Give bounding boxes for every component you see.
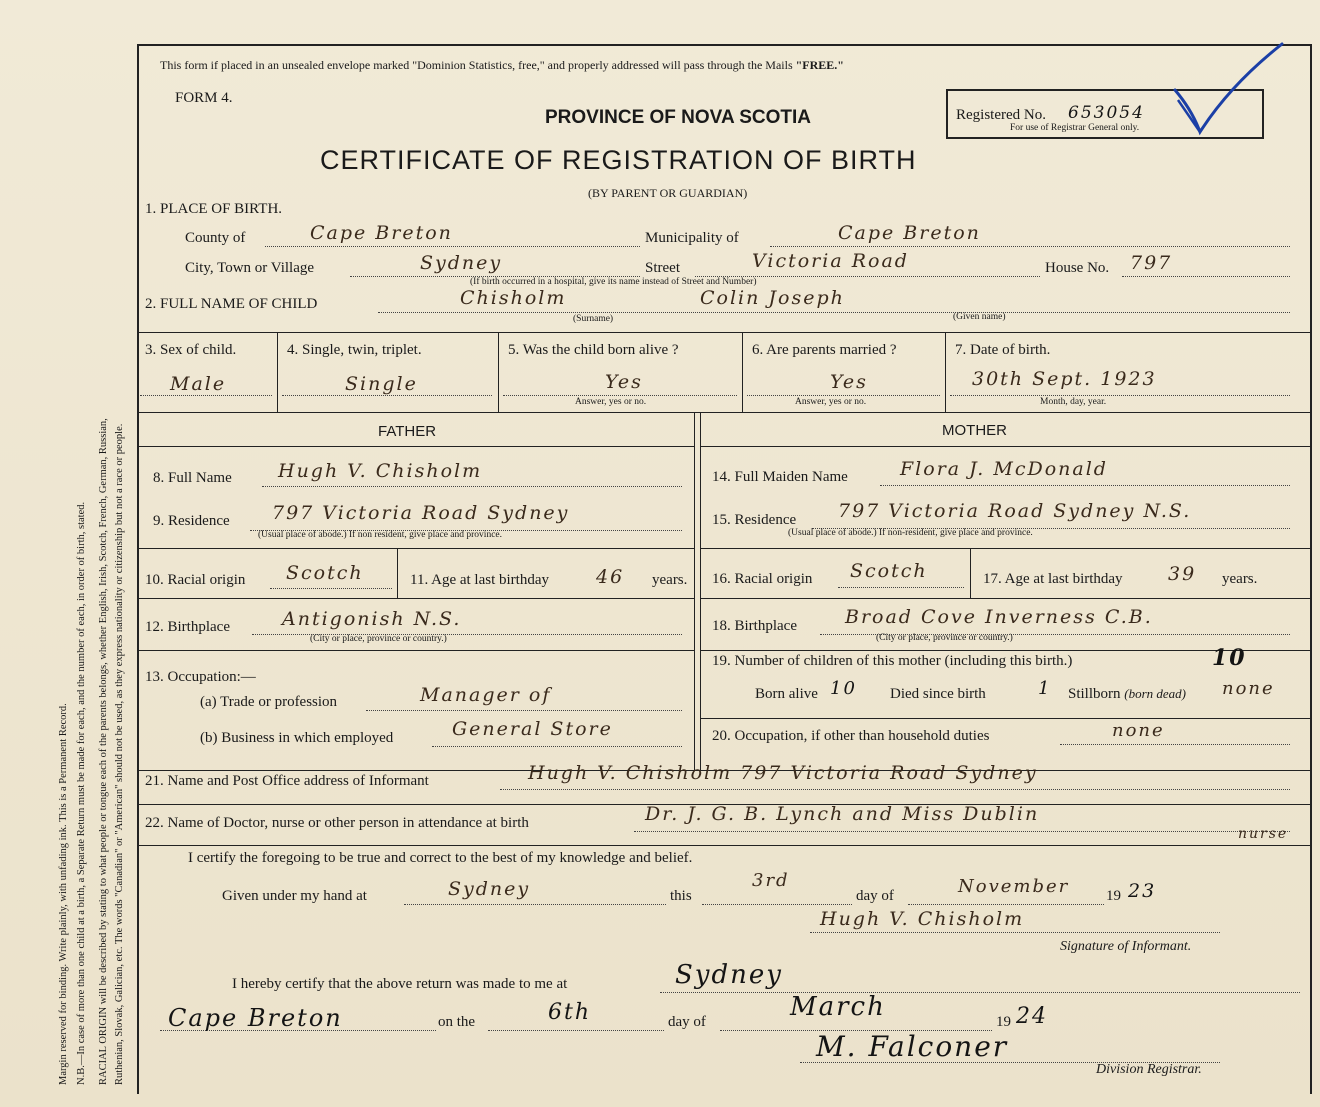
mother-name-label: 14. Full Maiden Name	[712, 469, 848, 485]
child-name-label: 2. FULL NAME OF CHILD	[145, 296, 318, 312]
certify-dayof-label: day of	[856, 888, 894, 904]
certificate-title: CERTIFICATE OF REGISTRATION OF BIRTH	[320, 145, 917, 175]
single-line	[282, 395, 492, 396]
registrar-place2-value: Cape Breton	[168, 1004, 343, 1032]
mother-birthplace-caption: (City or place, province or country.)	[876, 633, 1013, 643]
married-caption: Answer, yes or no.	[795, 397, 867, 407]
father-row10-top	[137, 548, 694, 549]
father-heading-line	[137, 446, 694, 447]
form-left-border	[137, 44, 139, 1094]
parents-divider-right	[700, 412, 701, 770]
father-birthplace-caption: (City or place, province or country.)	[310, 634, 447, 644]
mother-heading-line	[700, 446, 1312, 447]
registered-note: For use of Registrar General only.	[1010, 123, 1140, 133]
certify-top	[137, 845, 1312, 846]
mother-age-unit: years.	[1222, 571, 1258, 587]
date-caption: Month, day, year.	[1040, 397, 1107, 407]
registrar-signature-caption: Division Registrar.	[1096, 1062, 1202, 1077]
mother-row18-top	[700, 598, 1312, 599]
given-label: Given under my hand at	[222, 888, 367, 904]
died-label: Died since birth	[890, 686, 986, 702]
mother-residence-label: 15. Residence	[712, 512, 797, 528]
father-row12-top	[137, 598, 694, 599]
father-row13-top	[137, 650, 694, 651]
row3-divider-2	[498, 332, 499, 412]
mother-racial-value: Scotch	[850, 560, 928, 582]
this-value: 3rd	[752, 870, 790, 891]
father-birthplace-value: Antigonish N.S.	[282, 608, 462, 630]
died-value: 1	[1038, 678, 1052, 699]
father-name-label: 8. Full Name	[153, 470, 232, 486]
registrar-place-line	[660, 992, 1300, 993]
child-given-value: Colin Joseph	[700, 287, 845, 309]
single-value: Single	[345, 373, 418, 395]
row3-divider-3	[742, 332, 743, 412]
alive-label: 5. Was the child born alive ?	[508, 342, 679, 358]
registrar-signature: M. Falconer	[816, 1030, 1009, 1063]
registrar-day-line	[488, 1030, 664, 1031]
margin-note-1: Margin reserved for binding. Write plainly, with unfading ink. This is a Permanent Record.	[58, 703, 69, 1085]
date-line	[950, 395, 1290, 396]
mother-racial-label: 16. Racial origin	[712, 571, 813, 587]
form-number: FORM 4.	[175, 90, 233, 106]
business-line	[432, 746, 682, 747]
margin-note-4: Ruthenian, Slovak, Galician, etc. The words "Canadian" or "American" should not be used, as they express nationality or citizenship but not a race or people.	[114, 423, 125, 1085]
row3-divider-4	[945, 332, 946, 412]
house-label: House No.	[1045, 260, 1110, 276]
father-residence-label: 9. Residence	[153, 513, 230, 529]
father-residence-value: 797 Victoria Road Sydney	[272, 502, 570, 524]
father-birthplace-label: 12. Birthplace	[145, 619, 230, 635]
registrar-month-value: March	[790, 992, 886, 1022]
mother-age-value: 39	[1168, 563, 1197, 585]
child-name-line	[378, 312, 1290, 313]
this-label: this	[670, 888, 692, 904]
trade-value: Manager of	[420, 684, 552, 706]
born-alive-label: Born alive	[755, 686, 818, 702]
registrar-place2-line	[160, 1030, 436, 1031]
registrar-on-label: on the	[438, 1014, 476, 1030]
margin-note-3: RACIAL ORIGIN will be described by stating to what people or tongue each of the parents belongs, whether English, Irish, Scotch, French, German, Russian,	[98, 418, 109, 1085]
mother-row16-top	[700, 548, 1312, 549]
house-line	[1122, 276, 1290, 277]
county-line	[265, 246, 640, 247]
alive-caption: Answer, yes or no.	[575, 397, 647, 407]
mother-occupation-line	[1060, 744, 1290, 745]
certify-statement: I certify the foregoing to be true and correct to the best of my knowledge and belief.	[188, 850, 693, 866]
street-line	[695, 276, 1040, 277]
municipality-line	[770, 246, 1290, 247]
father-age-value: 46	[596, 566, 625, 588]
alive-value: Yes	[605, 371, 643, 393]
county-label: County of	[185, 230, 246, 246]
father-name-line	[262, 486, 682, 487]
registrar-place-value: Sydney	[675, 960, 783, 990]
doctor-value-nurse: nurse	[1238, 826, 1289, 842]
date-label: 7. Date of birth.	[955, 342, 1051, 358]
mother-birthplace-label: 18. Birthplace	[712, 618, 797, 634]
occupation-label: 13. Occupation:—	[145, 669, 256, 685]
parents-divider-left	[694, 412, 695, 770]
checkmark-icon	[1170, 40, 1290, 140]
mother-heading: MOTHER	[942, 422, 1007, 439]
business-label: (b) Business in which employed	[200, 730, 394, 746]
certify-month-value: November	[958, 876, 1070, 897]
born-alive-value: 10	[830, 678, 857, 699]
surname-caption: (Surname)	[573, 314, 614, 324]
mother-name-line	[880, 485, 1290, 486]
city-value: Sydney	[420, 252, 503, 274]
informant-signature-caption: Signature of Informant.	[1060, 939, 1192, 954]
date-value: 30th Sept. 1923	[972, 368, 1157, 390]
province-heading: PROVINCE OF NOVA SCOTIA	[545, 107, 812, 128]
sex-line	[140, 395, 272, 396]
father-heading: FATHER	[378, 423, 437, 440]
house-value: 797	[1130, 252, 1173, 274]
father-racial-value: Scotch	[286, 562, 364, 584]
informant-signature-line	[810, 932, 1220, 933]
mother-occupation-label: 20. Occupation, if other than household duties	[712, 728, 990, 744]
mother-occupation-value: none	[1112, 720, 1165, 741]
certificate-subtitle: (BY PARENT OR GUARDIAN)	[588, 186, 748, 200]
registrar-year-value: 24	[1016, 1004, 1048, 1029]
mother-row20-top	[700, 718, 1312, 719]
municipality-label: Municipality of	[645, 230, 739, 246]
mother-racial-line	[838, 587, 964, 588]
mother-row16-divider	[970, 548, 971, 598]
single-label: 4. Single, twin, triplet.	[287, 342, 422, 358]
children-label: 19. Number of children of this mother (including this birth.)	[712, 653, 1073, 669]
form-right-border	[1310, 44, 1312, 1094]
certify-year-prefix: 19	[1106, 888, 1121, 904]
children-value: 10	[1212, 645, 1247, 671]
father-racial-line	[270, 588, 392, 589]
informant-signature: Hugh V. Chisholm	[820, 908, 1025, 930]
business-value: General Store	[452, 718, 613, 740]
father-age-label: 11. Age at last birthday	[410, 572, 549, 588]
certify-month-line	[908, 904, 1104, 905]
street-value: Victoria Road	[752, 250, 909, 272]
margin-note-2: N.B.—In case of more than one child at a birth, a Separate Return must be made for each, and the number of each, in order of birth, stated.	[76, 501, 87, 1085]
certify-year-value: 23	[1128, 880, 1157, 902]
street-label: Street	[645, 260, 680, 276]
doctor-label: 22. Name of Doctor, nurse or other person in attendance at birth	[145, 815, 529, 831]
city-label: City, Town or Village	[185, 260, 315, 276]
given-value: Sydney	[448, 878, 531, 900]
married-value: Yes	[830, 371, 868, 393]
this-line	[702, 904, 852, 905]
married-label: 6. Are parents married ?	[752, 342, 897, 358]
father-row10-divider	[397, 548, 398, 598]
mother-age-label: 17. Age at last birthday	[983, 571, 1123, 587]
sex-label: 3. Sex of child.	[145, 342, 237, 358]
informant-label: 21. Name and Post Office address of Informant	[145, 773, 429, 789]
stillborn-value: none	[1222, 678, 1275, 699]
municipality-value: Cape Breton	[838, 222, 981, 244]
mother-birthplace-value: Broad Cove Inverness C.B.	[845, 606, 1153, 628]
father-name-value: Hugh V. Chisholm	[278, 460, 483, 482]
mother-residence-caption: (Usual place of abode.) If non-resident, give place and province.	[788, 528, 1033, 538]
form-top-border	[137, 44, 1312, 46]
father-racial-label: 10. Racial origin	[145, 572, 246, 588]
registrar-day-value: 6th	[548, 1000, 592, 1025]
registrar-dayof-label: day of	[668, 1014, 706, 1030]
alive-line	[503, 395, 737, 396]
doctor-value: Dr. J. G. B. Lynch and Miss Dublin	[645, 803, 1040, 825]
mother-residence-value: 797 Victoria Road Sydney N.S.	[838, 500, 1192, 522]
doctor-line	[634, 831, 1290, 832]
given-line	[404, 904, 666, 905]
trade-label: (a) Trade or profession	[200, 694, 338, 710]
row3-bottom-line	[137, 412, 1312, 413]
given-caption: (Given name)	[953, 312, 1006, 322]
trade-line	[366, 710, 682, 711]
married-line	[747, 395, 940, 396]
father-residence-caption: (Usual place of abode.) If non resident, give place and province.	[258, 530, 502, 540]
informant-line	[500, 789, 1290, 790]
registered-number: 653054	[1068, 103, 1145, 123]
stillborn-label: Stillborn (born dead)	[1068, 686, 1187, 702]
mail-note: This form if placed in an unsealed envelope marked "Dominion Statistics, free," and properly addressed will pass through the Mails "FREE."	[160, 58, 844, 72]
hospital-note: (If birth occurred in a hospital, give its name instead of Street and Number)	[470, 277, 757, 287]
child-surname-value: Chisholm	[460, 287, 567, 309]
registrar-year-prefix: 19	[996, 1014, 1011, 1030]
row3-top-line	[137, 332, 1312, 333]
county-value: Cape Breton	[310, 222, 453, 244]
sex-value: Male	[170, 373, 227, 395]
place-of-birth-heading: 1. PLACE OF BIRTH.	[145, 201, 283, 217]
informant-value: Hugh V. Chisholm 797 Victoria Road Sydney	[528, 762, 1038, 784]
registered-label: Registered No.	[956, 107, 1046, 123]
row3-divider-1	[277, 332, 278, 412]
registrar-statement: I hereby certify that the above return was made to me at	[232, 976, 568, 992]
father-age-unit: years.	[652, 572, 688, 588]
mother-name-value: Flora J. McDonald	[900, 458, 1108, 480]
